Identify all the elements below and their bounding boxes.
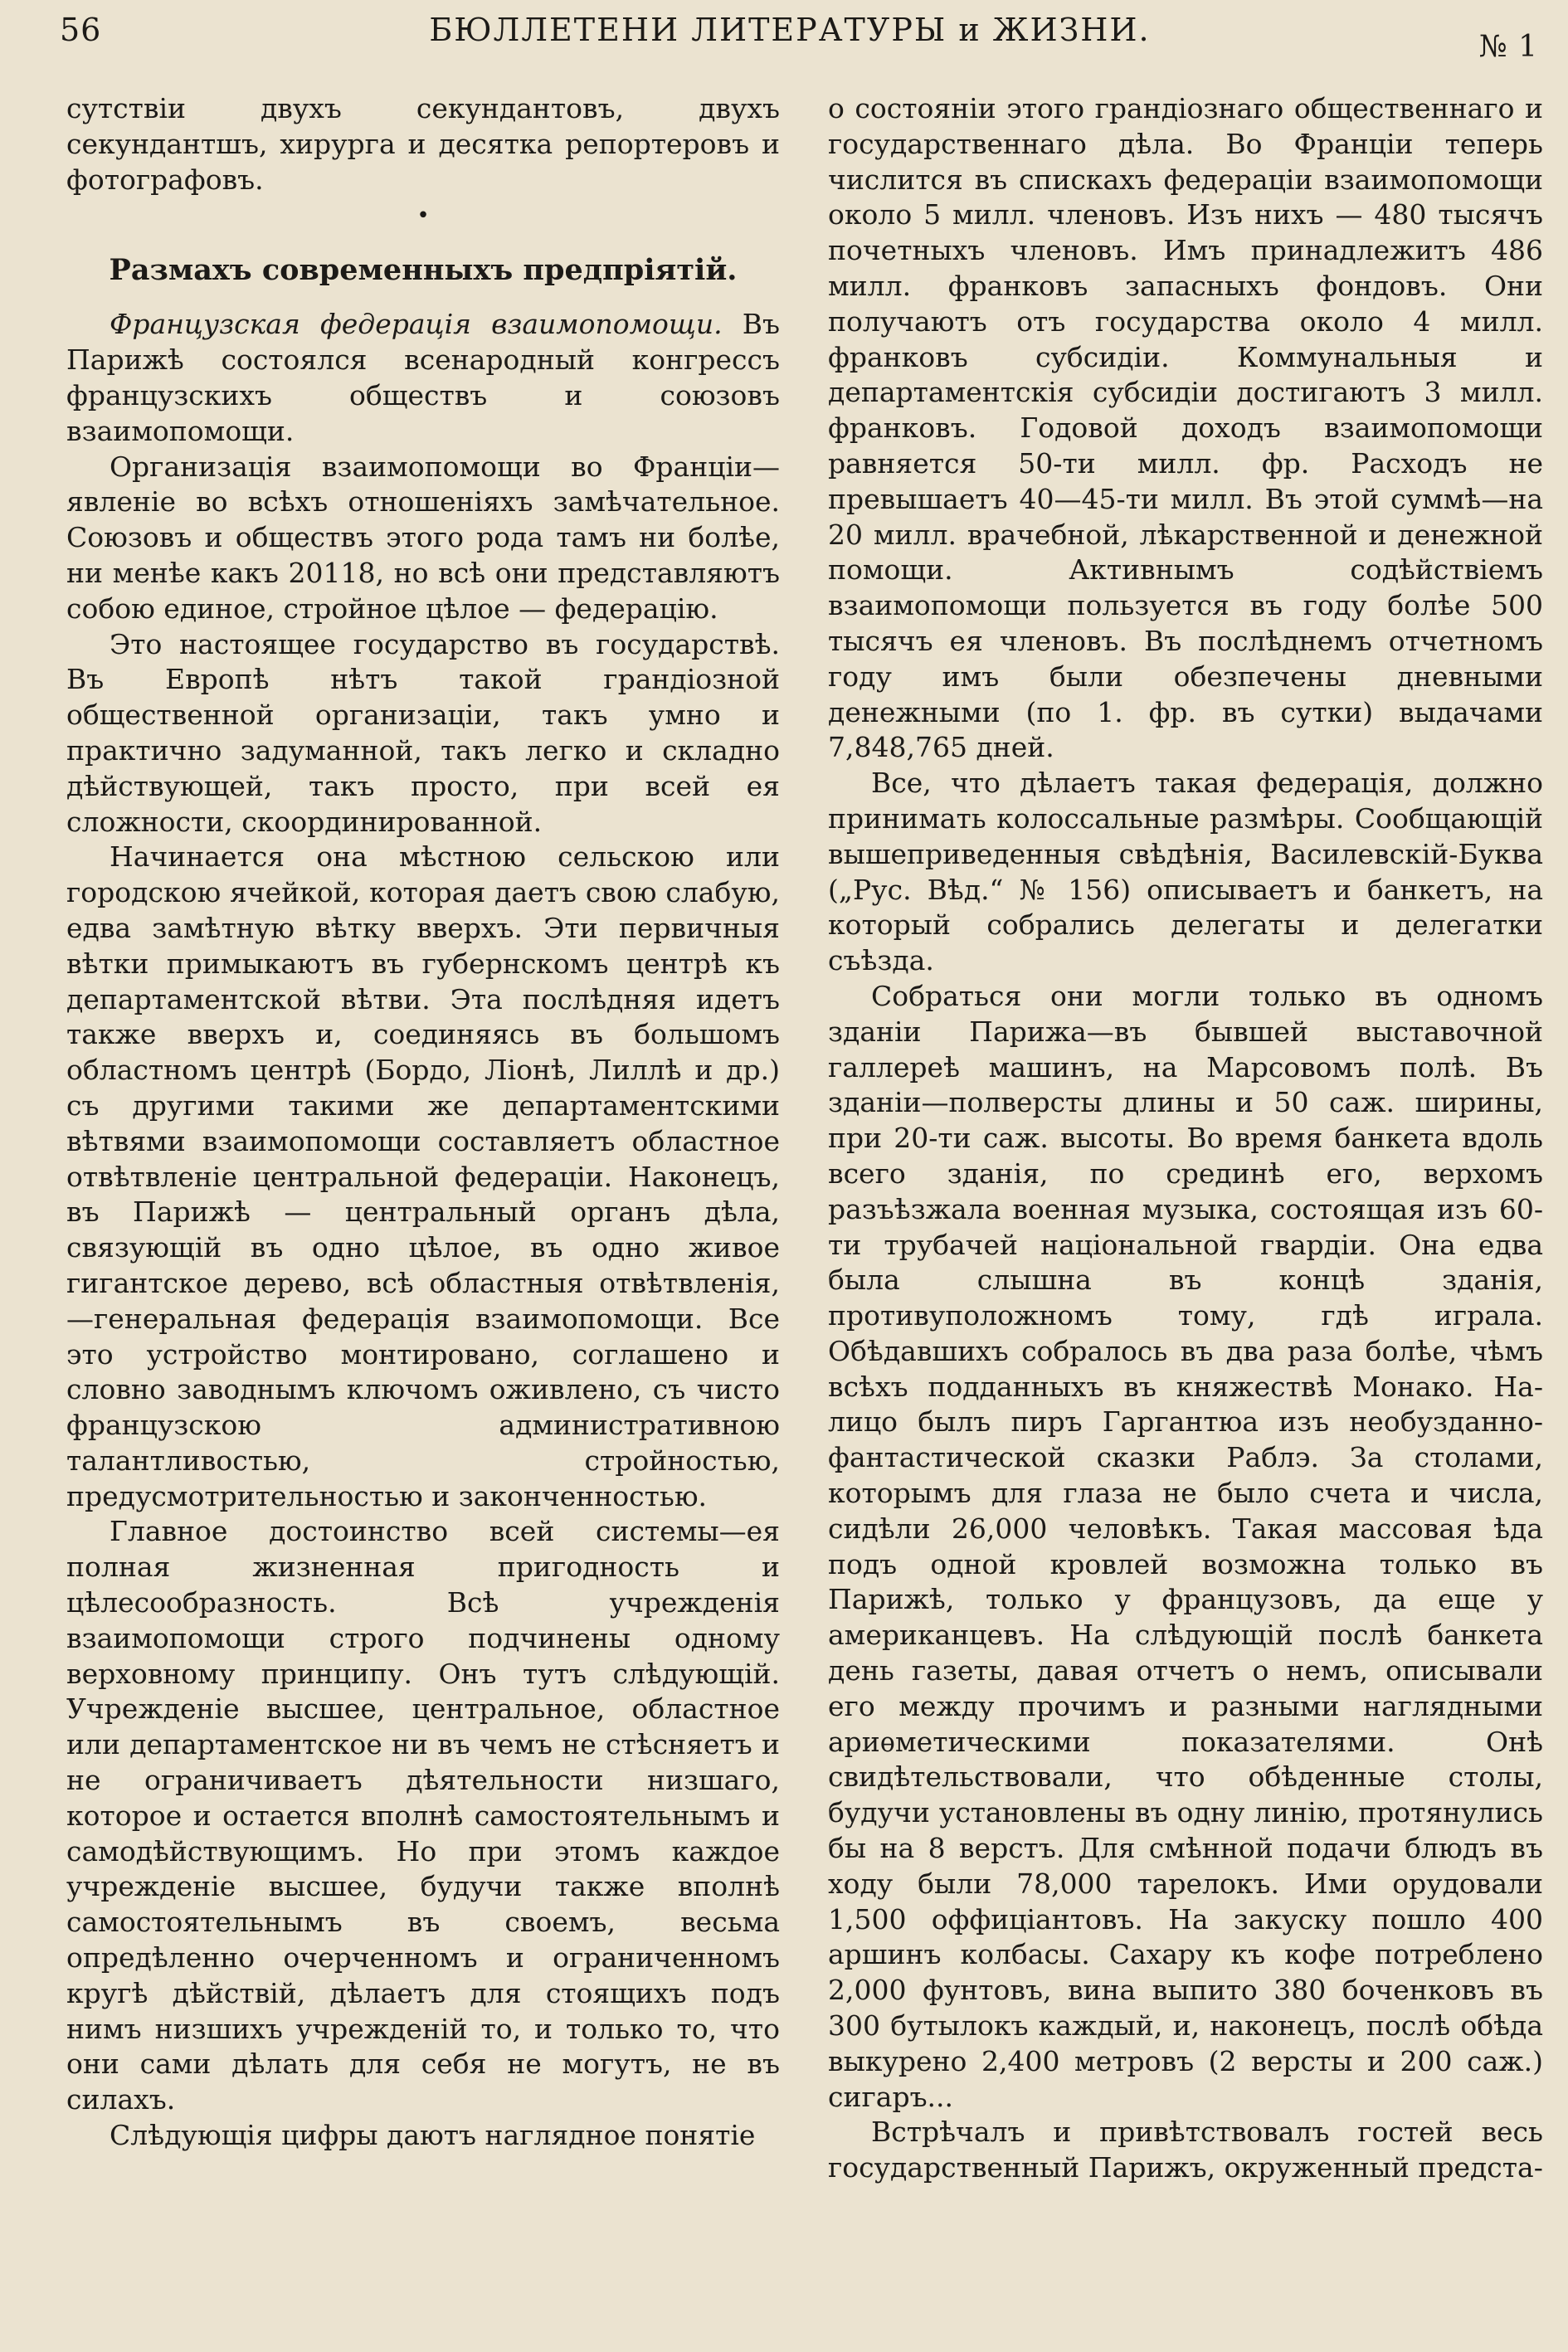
section-title: Размахъ современныхъ предпріятій. [109,253,738,288]
continuation-paragraph: сутствіи двухъ секундантовъ, двухъ секундантшъ, хирурга и десятка репортеровъ и фотографовъ. [66,92,780,196]
body-paragraph: Начинается она мѣстною сельскою или городскою ячейкой, которая даетъ свою слабую, едва замѣтную вѣтку вверхъ. Эти первичныя вѣтки примыкаютъ въ губернскомъ центрѣ къ департаментской вѣтви. Эта послѣдняя идетъ также вверхъ и, соединяясь въ большомъ областномъ центрѣ (Бордо, Ліонѣ, Лиллѣ и др.) съ другими такими же департаментскими вѣтвями взаимопомощи составляетъ областное отвѣтвленіе центральной федераціи. Наконецъ, въ Парижѣ — центральный органъ дѣла, связующій въ одно цѣлое, въ одно живое гигантское дерево, всѣ областныя отвѣтвленія,—генеральная федерація взаимопомощи. Все это устройство монтировано, соглашено и словно заводнымъ ключомъ оживлено, съ чисто французскою административною талантливостью, стройностью, предусмотрительностью и законченностью. [66,840,780,1512]
body-paragraph: Главное достоинство всей системы—ея полная жизненная пригодность и цѣлесообразность. Всѣ учрежденія взаимопомощи строго подчинены одному верховному принципу. Онъ тутъ слѣдующій. Учрежденіе высшее, центральное, областное или департаментское ни въ чемъ не стѣсняетъ и не ограничиваетъ дѣятельности низшаго, которое и остается вполнѣ самостоятельнымъ и самодѣйствующимъ. Но при этомъ каждое учрежденіе высшее, будучи также вполнѣ самостоятельнымъ въ своемъ, весьма опредѣленно очерченномъ и ограниченномъ кругѣ дѣйствій, дѣлаетъ для стоящихъ подъ нимъ низшихъ учрежденій то, и только то, что они сами дѣлать для себя не могутъ, не въ силахъ. [66,1515,780,2116]
article-lead-paragraph [66,307,780,449]
section-divider: • [416,203,430,229]
running-header [41,7,1538,64]
body-paragraph: Это настоящее государство въ государствѣ. Въ Европѣ нѣтъ такой грандіозной общественной организаціи, такъ умно и практично задуманной, такъ легко и складно дѣйствующей, такъ просто, при всей ея сложности, скоординированной. [66,627,780,838]
body-paragraph: Слѣдующія цифры даютъ наглядное понятіе [110,2119,756,2152]
body-paragraph: о состояніи этого грандіознаго общественнаго и государственнаго дѣла. Во Франціи теперь числится въ спискахъ федераціи взаимопомощи около 5 милл. членовъ. Изъ нихъ — 480 тысячъ почетныхъ членовъ. Имъ принадлежитъ 486 милл. франковъ запасныхъ фондовъ. Они получаютъ отъ государства около 4 милл. франковъ субсидіи. Коммунальныя и департаментскія субсидіи достигаютъ 3 милл. франковъ. Годовой доходъ взаимопомощи равняется 50-ти милл. фр. Расходъ не превышаетъ 40—45-ти милл. Въ этой суммѣ—на 20 милл. врачебной, лѣкарственной и денежной помощи. Активнымъ содѣйствіемъ взаимопомощи пользуется въ году болѣе 500 тысячъ ея членовъ. Въ послѣднемъ отчетномъ году имъ были обезпечены дневными денежными (по 1. фр. въ сутки) выдачами 7,848,765 дней. [828,92,1543,764]
page-number: 56 [60,12,102,48]
body-paragraph: Организація взаимопомощи во Франціи—явленіе во всѣхъ отношеніяхъ замѣчательное. Союзовъ и обществъ этого рода тамъ ни болѣе, ни менѣе какъ 20118, но всѣ они представляютъ собою единое, стройное цѣлое — федерацію. [66,450,780,625]
body-paragraph: Собраться они могли только въ одномъ зданіи Парижа—въ бывшей выставочной галлереѣ машинъ, на Марсовомъ полѣ. Въ зданіи—полверсты длины и 50 саж. ширины, при 20-ти саж. высоты. Во время банкета вдоль всего зданія, по срединѣ его, верхомъ разъѣзжала военная музыка, состоящая изъ 60-ти трубачей національной гвардіи. Она едва была слышна въ концѣ зданія, противуположномъ тому, гдѣ играла. Обѣдавшихъ собралось въ два раза болѣе, чѣмъ всѣхъ подданныхъ въ княжествѣ Монако. На-лицо былъ пиръ Гаргантюа изъ необузданно-фантастической сказки Раблэ. За столами, которымъ для глаза не было счета и числа, сидѣли 26,000 человѣкъ. Такая массовая ѣда подъ одной кровлей возможна только въ Парижѣ, только у французовъ, да еще у американцевъ. На слѣдующій послѣ банкета день газеты, давая отчетъ о немъ, описывали его между прочимъ и разными наглядными ариѳметическими показателями. Онѣ свидѣтельствовали, что обѣденные столы, будучи установлены въ одну линію, протянулись бы на 8 верстъ. Для смѣнной подачи блюдъ въ ходу были 78,000 тарелокъ. Ими орудовали 1,500 оффиціантовъ. На закуску пошло 400 аршинъ колбасы. Сахару къ кофе потреблено 2,000 фунтовъ, вина выпито 380 боченковъ въ 300 бутылокъ каждый, и, наконецъ, послѣ обѣда выкурено 2,400 метровъ (2 версты и 200 саж.) сигаръ... [828,979,1543,2113]
body-paragraph: Встрѣчалъ и привѣтствовалъ гостей весь государственный Парижъ, окруженный предста- [828,2116,1543,2184]
lead-text: Въ Парижѣ состоялся всенародный конгрессъ французскихъ обществъ и союзовъ взаимопомощи. [66,308,780,447]
issue-number: № 1 [1478,30,1538,64]
journal-title: БЮЛЛЕТЕНИ ЛИТЕРАТУРЫ и ЖИЗНИ. [429,12,1151,48]
article-subheading: Французская федерація взаимопомощи. [110,308,723,341]
body-paragraph: Все, что дѣлаетъ такая федерація, должно принимать колоссальные размѣры. Сообщающій вышеприведенныя свѣдѣнія, Василевскій-Буква („Рус. Вѣд.“ № 156) описываетъ и банкетъ, на который собрались делегаты и делегатки съѣзда. [828,767,1543,977]
right-column [828,91,1543,2186]
left-column [66,91,780,2154]
